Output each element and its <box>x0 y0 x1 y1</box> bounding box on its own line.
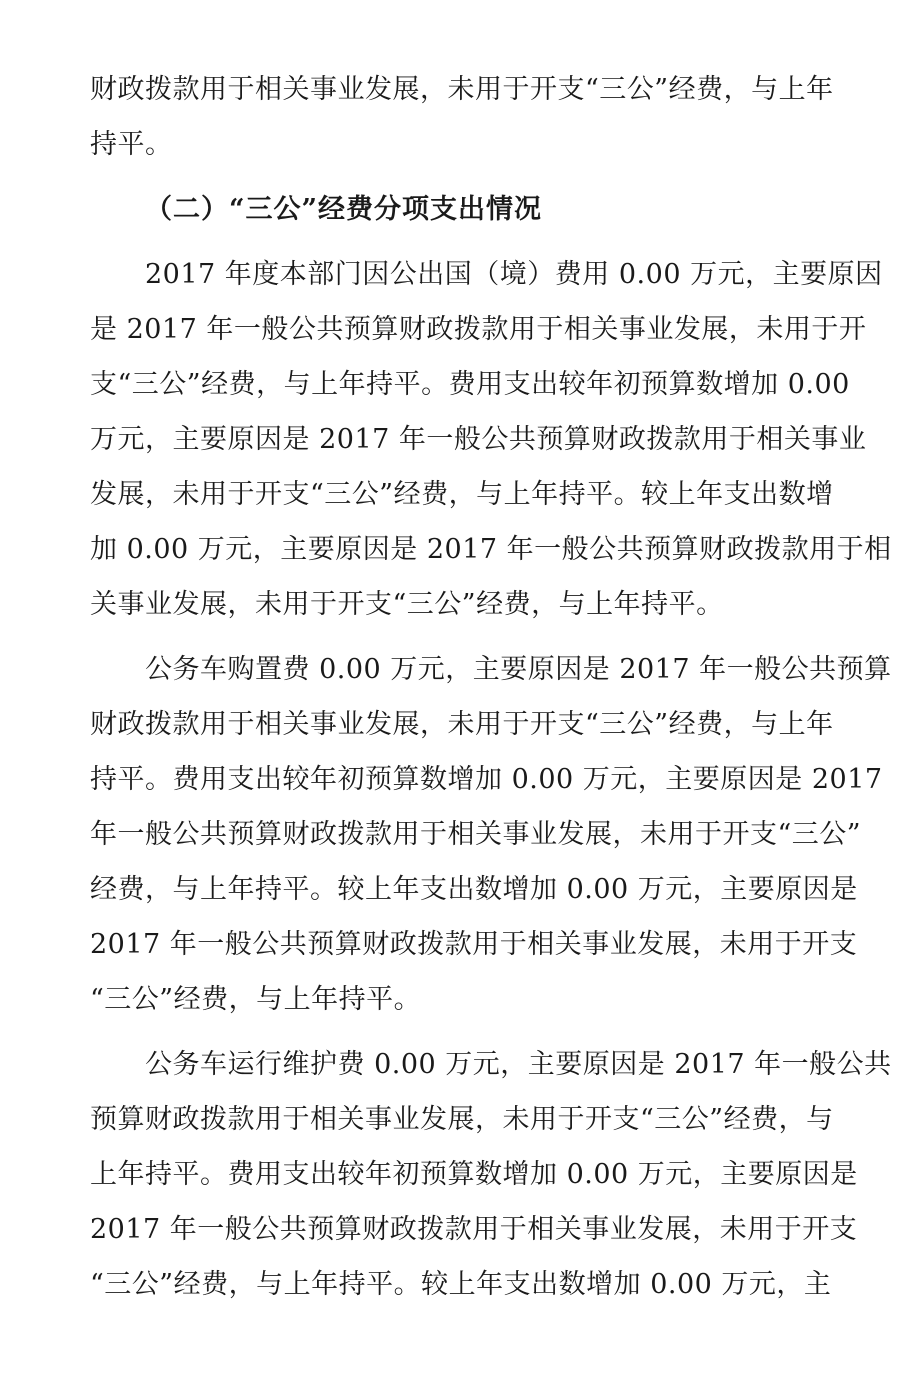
paragraph-line: “三公”经费，与上年持平。 <box>90 984 422 1015</box>
paragraph-line: 经费，与上年持平。较上年支出数增加 0.00 万元，主要原因是 <box>90 874 858 905</box>
paragraph-line: 支“三公”经费，与上年持平。费用支出较年初预算数增加 0.00 <box>90 369 850 400</box>
paragraph-line: “三公”经费，与上年持平。较上年支出数增加 0.00 万元，主 <box>90 1269 832 1300</box>
section-heading: （二）“三公”经费分项支出情况 <box>145 194 543 225</box>
paragraph-line: 2017 年一般公共预算财政拨款用于相关事业发展，未用于开支 <box>90 929 858 960</box>
paragraph-line: 财政拨款用于相关事业发展，未用于开支“三公”经费，与上年 <box>90 709 834 740</box>
paragraph-line: 关事业发展，未用于开支“三公”经费，与上年持平。 <box>90 589 724 620</box>
paragraph-line: 万元，主要原因是 2017 年一般公共预算财政拨款用于相关事业 <box>90 424 867 455</box>
paragraph-line: 加 0.00 万元，主要原因是 2017 年一般公共预算财政拨款用于相 <box>90 534 892 565</box>
paragraph-line: 发展，未用于开支“三公”经费，与上年持平。较上年支出数增 <box>90 479 834 510</box>
paragraph-line: 2017 年度本部门因公出国（境）费用 0.00 万元，主要原因 <box>145 259 883 290</box>
paragraph-line: 预算财政拨款用于相关事业发展，未用于开支“三公”经费，与 <box>90 1104 834 1135</box>
paragraph-line: 持平。费用支出较年初预算数增加 0.00 万元，主要原因是 2017 <box>90 764 883 795</box>
paragraph-line: 持平。 <box>90 129 173 160</box>
paragraph-line: 年一般公共预算财政拨款用于相关事业发展，未用于开支“三公” <box>90 819 862 850</box>
paragraph-line: 上年持平。费用支出较年初预算数增加 0.00 万元，主要原因是 <box>90 1159 858 1190</box>
paragraph-line: 公务车运行维护费 0.00 万元，主要原因是 2017 年一般公共 <box>145 1049 892 1080</box>
paragraph-line: 是 2017 年一般公共预算财政拨款用于相关事业发展，未用于开 <box>90 314 867 345</box>
paragraph-line: 公务车购置费 0.00 万元，主要原因是 2017 年一般公共预算 <box>145 654 892 685</box>
paragraph-line: 2017 年一般公共预算财政拨款用于相关事业发展，未用于开支 <box>90 1214 858 1245</box>
paragraph-line: 财政拨款用于相关事业发展，未用于开支“三公”经费，与上年 <box>90 74 834 105</box>
